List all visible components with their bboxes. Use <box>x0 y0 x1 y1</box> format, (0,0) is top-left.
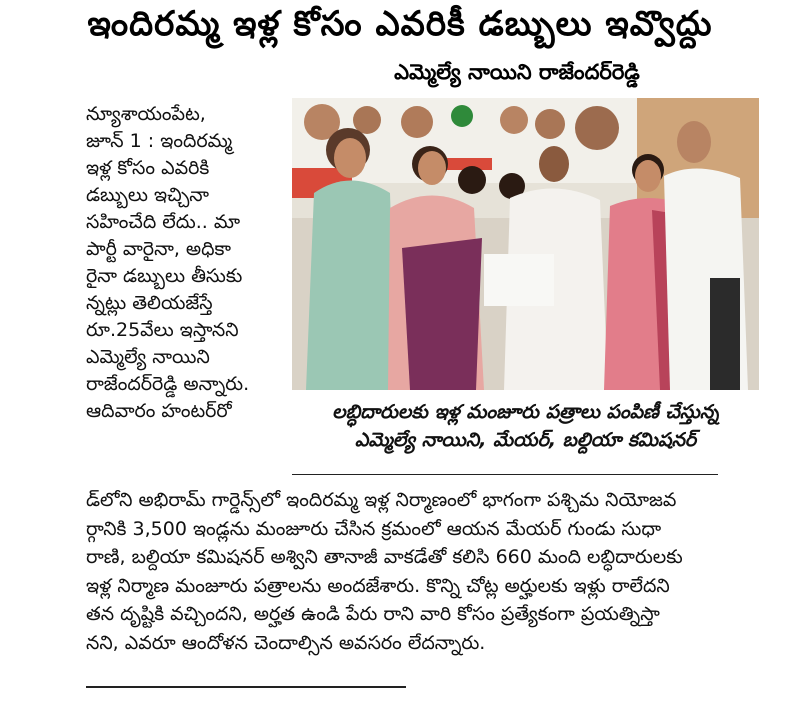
body-line: న్నట్లు తెలియజేస్తే <box>86 292 213 314</box>
headline: ఇందిరమ్మ ఇళ్ల కోసం ఎవరికీ డబ్బులు ఇవ్వొద్దు <box>87 4 713 44</box>
bottom-rule <box>86 686 406 688</box>
body-line: పార్టీ వారైనా, అధికా <box>86 238 231 260</box>
body-line: న్యూశాయంపేట, <box>86 103 206 125</box>
body-line: ఎమ్మెల్యే నాయిని <box>86 346 210 368</box>
body-line: తన దృష్టికి వచ్చిందని, అర్హత ఉండి పేరు రాని వారి కోసం ప్రత్యేకంగా ప్రయత్నిస్తా <box>86 603 660 625</box>
body-line: ఇళ్ల కోసం ఎవరికి <box>86 157 210 179</box>
caption-line: ఎమ్మెల్యే నాయిని, మేయర్, బల్దియా కమిషనర్ <box>354 429 697 451</box>
body-line: రూ.25వేలు ఇస్తానని <box>86 319 239 341</box>
body-line: రైనా డబ్బులు తీసుకు <box>86 265 243 287</box>
caption-divider <box>292 474 718 475</box>
body-line: ర్గానికి 3,500 ఇండ్లను మంజూరు చేసిన క్రమంలో ఆయన మేయర్ గుండు సుధా <box>86 517 662 540</box>
left-column <box>86 101 282 425</box>
body-line: డబ్బులు ఇచ్చినా <box>86 184 210 206</box>
body-line: సహించేది లేదు.. మా <box>86 211 241 233</box>
body-line: ఆదివారం హంటర్‌రో <box>86 400 232 422</box>
body-line: జూన్ 1 : ఇందిరమ్మ <box>86 130 233 152</box>
photo-caption <box>292 398 759 454</box>
photo-illustration <box>292 98 759 390</box>
body-line: డ్‌లోని అభిరామ్ గార్డెన్స్‌లో ఇందిరమ్మ ఇళ్ల నిర్మాణంలో భాగంగా పశ్చిమ నియోజవ <box>86 489 677 511</box>
caption-line: లబ్ధిదారులకు ఇళ్ల మంజూరు పత్రాలు పంపిణీ చేస్తున్న <box>332 401 719 423</box>
body-line: రాణి, బల్దియా కమిషనర్ అశ్విని తానాజీ వాకడేతో కలిసి 660 మంది లబ్ధిదారులకు <box>86 546 683 568</box>
body-line: నని, ఎవరూ ఆందోళన చెందాల్సిన అవసరం లేదన్నారు. <box>86 631 486 654</box>
subheadline: ఎమ్మెల్యే నాయిని రాజేందర్‌రెడ్డి <box>394 60 640 84</box>
wide-body-text <box>86 486 758 657</box>
body-line: రాజేందర్‌రెడ్డి అన్నారు. <box>86 373 250 395</box>
news-photo <box>292 98 759 390</box>
body-line: ఇళ్ల నిర్మాణ మంజూరు పత్రాలను అందజేశారు. కొన్ని చోట్ల అర్హులకు ఇళ్లు రాలేదని <box>86 574 670 597</box>
